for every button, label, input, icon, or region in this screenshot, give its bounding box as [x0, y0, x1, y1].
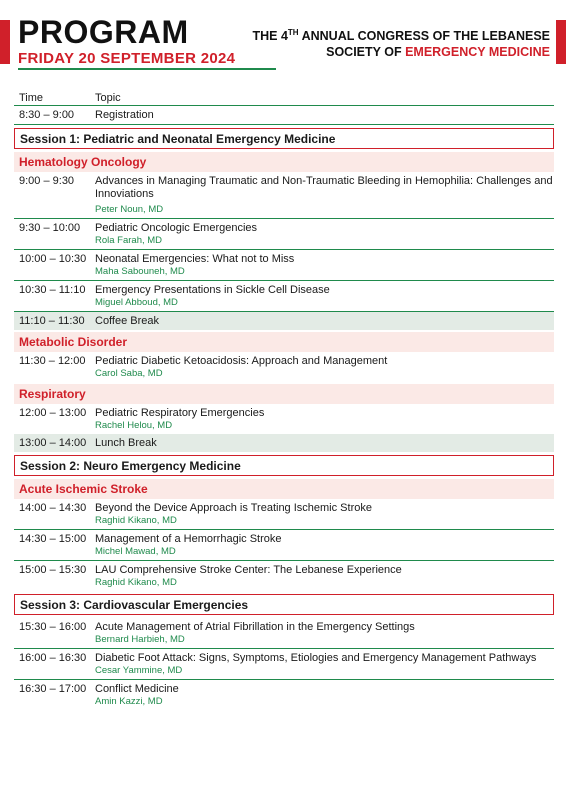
- row-time: 13:00 – 14:00: [19, 437, 87, 449]
- column-header-time: Time: [19, 91, 44, 104]
- speaker-name: Miguel Abboud, MD: [95, 297, 178, 308]
- topic-title: Neonatal Emergencies: What not to Miss: [95, 253, 295, 265]
- topic-title: Emergency Presentations in Sickle Cell Disease: [95, 284, 330, 296]
- speaker-name: Peter Noun, MD: [95, 204, 164, 215]
- left-accent-bar: [0, 20, 10, 64]
- row-time: 8:30 – 9:00: [19, 109, 75, 121]
- congress-ordinal-suffix: TH: [287, 28, 299, 37]
- speaker-name: Maha Sabouneh, MD: [95, 266, 185, 277]
- congress-line-2: [252, 44, 550, 60]
- table-row: [14, 680, 554, 710]
- speaker-name: Michel Mawad, MD: [95, 546, 176, 557]
- session-1-heading: Session 1: Pediatric and Neonatal Emergency Medicine: [14, 128, 554, 149]
- row-time: 9:30 – 10:00: [19, 222, 81, 234]
- row-topic: [95, 437, 554, 450]
- program-date: FRIDAY 20 SEPTEMBER 2024: [18, 50, 236, 67]
- row-time: 11:30 – 12:00: [19, 355, 86, 367]
- congress-line-1: [252, 28, 550, 44]
- table-row: [14, 281, 554, 312]
- topic-title: Registration: [95, 109, 154, 121]
- topic-title: Advances in Managing Traumatic and Non-Traumatic Bleeding in Hemophilia: Challenges and Innoviations: [95, 175, 553, 200]
- row-topic: [95, 315, 554, 328]
- topic-title: Pediatric Diabetic Ketoacidosis: Approach and Management: [95, 355, 388, 367]
- table-header: [14, 90, 554, 106]
- row-time: 10:00 – 10:30: [19, 253, 87, 265]
- table-row: [14, 499, 554, 530]
- row-time: 16:30 – 17:00: [19, 683, 87, 695]
- table-row: [14, 352, 554, 382]
- page-title: PROGRAM: [18, 14, 189, 50]
- row-topic: [95, 284, 554, 309]
- row-time: 15:30 – 16:00: [19, 621, 87, 633]
- program-table: [14, 90, 554, 710]
- category-hematology: Hematology Oncology: [14, 152, 554, 172]
- row-topic: [95, 502, 554, 527]
- congress-line-2-pre: SOCIETY OF: [326, 45, 406, 59]
- row-time: 14:00 – 14:30: [19, 502, 87, 514]
- category-respiratory: Respiratory: [14, 384, 554, 404]
- category-metabolic: Metabolic Disorder: [14, 332, 554, 352]
- row-time: 15:00 – 15:30: [19, 564, 87, 576]
- topic-title: Pediatric Oncologic Emergencies: [95, 222, 258, 234]
- table-row: [14, 561, 554, 591]
- speaker-name: Amin Kazzi, MD: [95, 696, 163, 707]
- congress-title: [252, 28, 550, 60]
- topic-title: Beyond the Device Approach is Treating Ischemic Stroke: [95, 502, 372, 514]
- row-topic: [95, 564, 554, 589]
- topic-title: Coffee Break: [95, 315, 160, 327]
- row-time: 12:00 – 13:00: [19, 407, 87, 419]
- column-header-topic: Topic: [95, 91, 121, 104]
- category-stroke: Acute Ischemic Stroke: [14, 479, 554, 499]
- topic-title: Management of a Hemorrhagic Stroke: [95, 533, 282, 545]
- lunch-break-row: [14, 434, 554, 452]
- congress-line-1-pre: THE 4: [252, 29, 288, 43]
- speaker-name: Raghid Kikano, MD: [95, 577, 177, 588]
- table-row: [14, 172, 554, 219]
- row-topic: [95, 109, 554, 122]
- table-row: [14, 219, 554, 250]
- table-row: [14, 530, 554, 561]
- topic-title: Pediatric Respiratory Emergencies: [95, 407, 265, 419]
- congress-line-2-highlight: EMERGENCY MEDICINE: [405, 45, 550, 59]
- coffee-break-row: [14, 312, 554, 330]
- speaker-name: Rachel Helou, MD: [95, 420, 173, 431]
- row-time: 14:30 – 15:00: [19, 533, 87, 545]
- topic-title: Acute Management of Atrial Fibrillation in the Emergency Settings: [95, 621, 415, 633]
- row-time: 16:00 – 16:30: [19, 652, 87, 664]
- topic-title: Conflict Medicine: [95, 683, 179, 695]
- topic-title: LAU Comprehensive Stroke Center: The Lebanese Experience: [95, 564, 402, 576]
- row-topic: [95, 253, 554, 278]
- table-row: [14, 250, 554, 281]
- row-time: 10:30 – 11:10: [19, 284, 86, 296]
- row-time: 11:10 – 11:30: [19, 315, 85, 327]
- row-topic: [95, 652, 554, 677]
- row-topic: [95, 533, 554, 558]
- row-topic: [95, 621, 554, 646]
- congress-line-1-post: ANNUAL CONGRESS OF THE LEBANESE: [298, 29, 550, 43]
- topic-title: Lunch Break: [95, 437, 157, 449]
- table-row: [14, 618, 554, 649]
- topic-title: Diabetic Foot Attack: Signs, Symptoms, Etiologies and Emergency Management Pathways: [95, 652, 537, 664]
- table-row: [14, 404, 554, 434]
- table-row: [14, 649, 554, 680]
- speaker-name: Rola Farah, MD: [95, 235, 163, 246]
- session-3-heading: Session 3: Cardiovascular Emergencies: [14, 594, 554, 615]
- row-topic: [95, 222, 554, 247]
- row-topic: [95, 175, 554, 216]
- speaker-name: Bernard Harbieh, MD: [95, 634, 185, 645]
- table-row: [14, 106, 554, 125]
- row-topic: [95, 407, 554, 432]
- session-2-heading: Session 2: Neuro Emergency Medicine: [14, 455, 554, 476]
- right-accent-bar: [556, 20, 566, 64]
- row-topic: [95, 683, 554, 708]
- row-time: 9:00 – 9:30: [19, 175, 75, 187]
- speaker-name: Cesar Yammine, MD: [95, 665, 183, 676]
- speaker-name: Raghid Kikano, MD: [95, 515, 177, 526]
- row-topic: [95, 355, 554, 380]
- speaker-name: Carol Saba, MD: [95, 368, 163, 379]
- header-divider: [18, 68, 276, 70]
